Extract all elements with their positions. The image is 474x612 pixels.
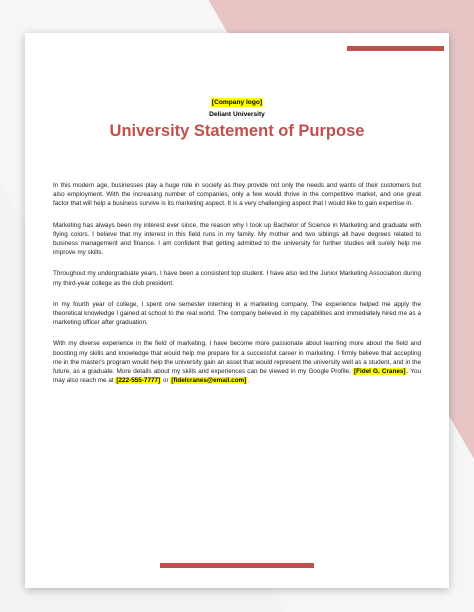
paragraph-5 [53,339,421,385]
company-logo-placeholder: [Company logo] [211,99,263,106]
paragraph-4: In my fourth year of college, I spent one semester interning in a marketing company. The experience helped me apply the theoretical knowledge I gained at school to the real world. The company believed in my capabilities and immediately hired me as a marketing officer after graduation. [53,300,421,327]
phone-placeholder: [222-555-7777] [116,377,161,385]
document-header [25,91,449,119]
paragraph-3: Throughout my undergraduate years, I have been a consistent top student. I have also led the Junior Marketing Association during my third-year college as the club president. [53,270,421,287]
bottom-accent-bar [160,563,314,568]
email-placeholder: [fidelcranes@email.com] [171,377,247,385]
university-name: Deliant University [209,111,265,118]
profile-name-placeholder: [Fidel G. Cranes] [353,368,406,376]
paragraph-1: In this modern age, businesses play a huge role in society as they provide not only the needs and wants of their customers but also employment. With the increasing number of companies, only a few would thrive in the competitive market, and one great factor that will help a business survive is its marketing aspect. It is a very challenging aspect that I would like to gain expertise in. [53,182,421,208]
document-title: University Statement of Purpose [109,122,365,140]
document-page [25,33,449,588]
top-accent-bar [347,46,444,51]
document-body [53,181,421,397]
paragraph-5-text: With my diverse experience in the field of marketing, I have become more passionate about learning more about the field and boosting my skills and knowledge that would help me prepare for a successful career in marketing. I firmly believe that accepting me in the master's program would help the university gain an asset that would represent the university well as a student, and in the future, as a graduate. More details about my skills and experiences can be viewed in my Google Profile, [53,340,421,376]
paragraph-5-mid: . You may also reach me at [53,368,421,385]
paragraph-5-or: or [162,377,169,385]
paragraph-5-end: . [247,377,250,385]
paragraph-2: Marketing has always been my interest ever since, the reason why I took up Bachelor of Science in Marketing and graduate with flying colors. I believe that my interest in this field runs in my family. My mother and two siblings all have degrees related to business management and finance. I am confident that getting admitted to the university for further studies will surely help me improve my skills. [53,221,421,257]
